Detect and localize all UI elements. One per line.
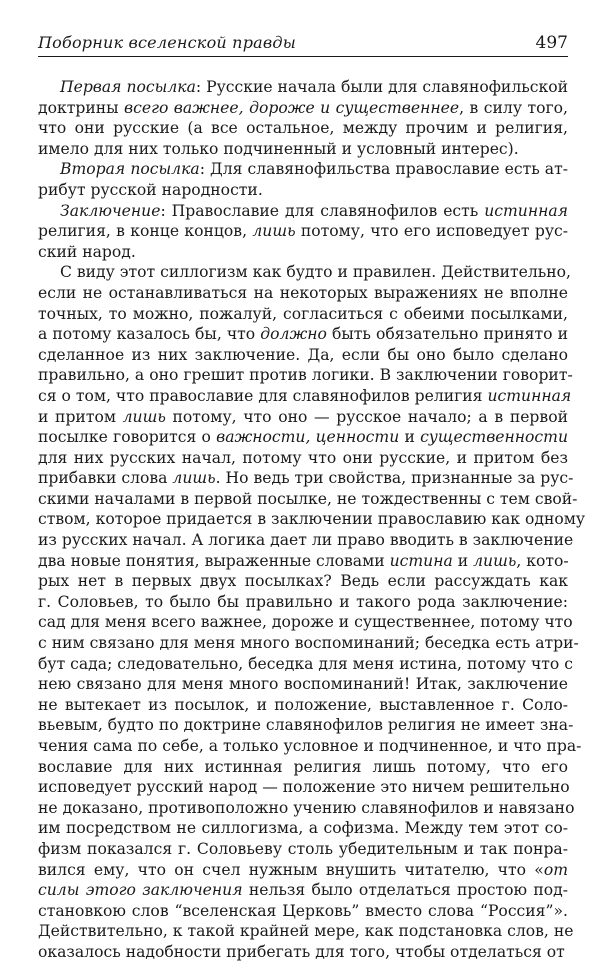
text-line <box>38 201 568 222</box>
text-line <box>38 427 568 448</box>
text-line <box>38 921 574 942</box>
text-line <box>38 489 578 510</box>
text-line <box>38 139 568 160</box>
text-run: им посредством не силлогизма, а софизма. Между тем этот со- <box>38 819 568 838</box>
book-page <box>38 30 586 963</box>
text-run: из русских начал. А логика дает ли право вводить в заключение <box>38 531 574 550</box>
text-run: два новые понятия, выраженные словами <box>38 551 390 570</box>
text-run: рибут русской народности. <box>38 180 263 199</box>
italic-run: существенности <box>420 428 568 447</box>
text-line <box>38 242 568 263</box>
text-run: а потому казалось бы, что <box>38 325 261 344</box>
page-number: 497 <box>535 33 568 53</box>
text-run: , в силу того, <box>459 98 569 117</box>
text-line <box>38 283 568 304</box>
text-line <box>38 98 568 119</box>
text-line <box>38 736 582 757</box>
text-line <box>38 674 568 695</box>
text-run: вился ему, что он счел нужным внушить читателю, что « <box>38 860 544 879</box>
text-line <box>38 551 568 572</box>
text-run: С виду этот силлогизм как будто и правилен. Действительно, <box>60 263 571 282</box>
text-line <box>38 695 568 716</box>
text-run: с ним связано для меня много воспоминаний; беседка есть атри- <box>38 634 579 653</box>
text-run: и <box>399 428 421 447</box>
text-run: ся о том, что православие для славянофилов религия <box>38 386 488 405</box>
italic-run: Вторая посылка <box>60 160 200 179</box>
text-run: доктрины <box>38 98 125 117</box>
text-line <box>38 777 568 798</box>
text-run: становкою слов “вселенская Церковь” вместо слова “Россия”». <box>38 901 568 920</box>
text-run: : Русские начала были для славянофильской <box>195 78 568 96</box>
text-line <box>38 221 568 242</box>
text-run: для них русских начал, потому что они русские, и притом без <box>38 448 568 467</box>
text-line <box>38 407 568 428</box>
text-run: : Православие для славянофилов есть <box>160 201 485 220</box>
text-line <box>38 262 571 283</box>
italic-run: истинная <box>487 386 572 405</box>
italic-run: всего важнее, дороже и существеннее <box>124 98 460 117</box>
italic-run: лишь <box>473 551 517 570</box>
text-run: . Но ведь три свойства, признанные за рус- <box>215 469 574 488</box>
text-run: ством, которое придается в заключении православию как одному <box>38 510 586 529</box>
text-run: ский народ. <box>38 242 136 261</box>
text-run: не доказано, противоположно учению славянофилов и навязано <box>38 798 575 817</box>
text-run: оказалось надобности прибегать для того, чтобы отделаться от <box>38 942 565 961</box>
italic-run: должно <box>260 325 327 344</box>
text-line <box>38 571 568 592</box>
text-run: и <box>452 551 474 570</box>
text-line <box>38 798 575 819</box>
text-line <box>38 448 568 469</box>
text-run: быть обязательно принято и <box>326 325 568 344</box>
text-run: г. Соловьев, то было бы правильно и такого рода заключение: <box>38 592 568 611</box>
text-run: Действительно, к такой крайней мере, как подстановка слов, не <box>38 922 574 941</box>
text-run: потому, что оно — русское начало; а в первой <box>165 407 568 426</box>
text-line <box>38 839 568 860</box>
text-line <box>38 345 568 366</box>
italic-run: истинная <box>484 201 568 220</box>
text-line <box>38 530 574 551</box>
text-line <box>38 180 568 201</box>
text-run: нею связано для меня много воспоминаний! Итак, заключение <box>38 675 568 694</box>
text-line <box>38 386 572 407</box>
text-run: бут сада; следовательно, беседка для меня истина, потому что с <box>38 654 574 673</box>
text-run: рых нет в первых двух посылках? Ведь если рассуждать как <box>38 572 568 591</box>
italic-run: истина <box>389 551 453 570</box>
text-run: сделанное из них заключение. Да, если бы оно было сделано <box>38 345 568 364</box>
text-body <box>38 77 586 963</box>
italic-run: лишь <box>172 469 216 488</box>
text-line <box>38 509 586 530</box>
paragraph <box>38 159 568 200</box>
paragraph <box>38 262 586 962</box>
running-title: Поборник вселенской правды <box>38 33 296 52</box>
text-run: чения сама по себе, а только условное и подчиненное, и что пра- <box>38 737 582 755</box>
text-run: вьевым, будто по доктрине славянофилов религия не имеет зна- <box>38 716 574 735</box>
text-run: , кото- <box>516 551 569 570</box>
text-line <box>38 942 568 963</box>
text-run: : Для славянофильства православие есть ат- <box>199 160 568 179</box>
text-line <box>38 818 568 839</box>
text-line <box>38 468 574 489</box>
text-run: скими началами в первой посылке, не тождественны с тем свой- <box>38 489 578 508</box>
text-line <box>38 860 568 881</box>
text-run: сад для меня всего важнее, дороже и существеннее, потому что <box>38 613 573 632</box>
text-line <box>38 159 568 180</box>
text-line <box>38 324 568 345</box>
text-run: и притом <box>38 407 123 426</box>
text-line <box>38 304 568 325</box>
italic-run: лишь <box>122 407 166 426</box>
text-line <box>38 715 574 736</box>
text-run: религия, в конце концов, <box>38 222 253 241</box>
text-line <box>38 654 574 675</box>
text-line <box>38 633 579 654</box>
text-run: правильно, а оно грешит против логики. В заключении говорит- <box>38 366 573 385</box>
italic-run: Первая посылка <box>60 78 196 96</box>
text-run: вославие для них истинная религия лишь потому, что его <box>38 757 568 776</box>
text-line <box>38 612 573 633</box>
italic-run: Заключение <box>60 201 161 220</box>
text-run: точных, то можно, пожалуй, согласиться с обеими посылками, <box>38 304 568 323</box>
text-line <box>38 77 568 98</box>
text-run: не вытекает из посылок, и положение, выставленное г. Соло- <box>38 695 568 714</box>
running-header <box>38 30 568 57</box>
text-line <box>38 592 568 613</box>
text-line <box>38 118 568 139</box>
italic-run: важности, ценности <box>216 428 400 447</box>
italic-run: силы этого заключения <box>38 881 243 900</box>
paragraph <box>38 201 568 263</box>
text-line <box>38 901 568 922</box>
text-run: прибавки слова <box>38 469 173 488</box>
text-line <box>38 880 568 901</box>
text-run: физм показался г. Соловьеву столь убедительным и так понра- <box>38 839 568 858</box>
italic-run: от <box>543 860 568 879</box>
text-run: если не останавливаться на некоторых выражениях не вполне <box>38 283 568 302</box>
text-line <box>38 365 573 386</box>
paragraph <box>38 77 568 159</box>
text-run: нельзя было отделаться простою под- <box>242 881 569 900</box>
text-run: потому, что его исповедует рус- <box>295 222 568 241</box>
text-run: имело для них только подчиненный и условный интерес). <box>38 139 519 158</box>
text-line <box>38 757 568 778</box>
italic-run: лишь <box>252 222 296 241</box>
text-run: посылке говорится о <box>38 428 217 447</box>
text-run: исповедует русский народ — положение это ничем решительно <box>38 778 570 797</box>
text-run: что они русские (а все остальное, между прочим и религия, <box>38 119 568 138</box>
